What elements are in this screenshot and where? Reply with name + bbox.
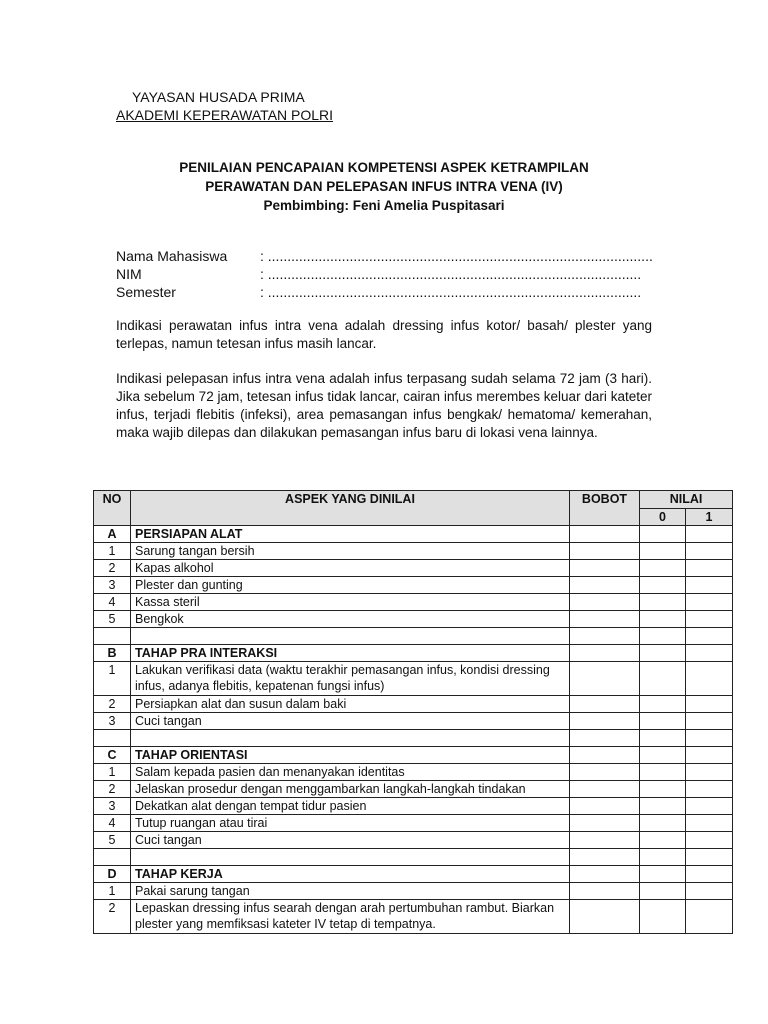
- weight-cell[interactable]: [570, 611, 640, 628]
- score-0-cell[interactable]: [640, 849, 686, 866]
- table-row: [94, 798, 733, 815]
- score-0-cell[interactable]: [640, 645, 686, 662]
- foundation-name: YAYASAN HUSADA PRIMA: [132, 89, 305, 105]
- field-value: : ................................................................................................: [260, 284, 642, 300]
- item-text: Dekatkan alat dengan tempat tidur pasien: [131, 798, 570, 815]
- item-text: Sarung tangan bersih: [131, 543, 570, 560]
- field-semester: [116, 283, 653, 301]
- academy-name: AKADEMI KEPERAWATAN POLRI: [116, 107, 334, 123]
- score-0-cell[interactable]: [640, 594, 686, 611]
- item-no: 1: [94, 764, 131, 781]
- section-title: TAHAP KERJA: [131, 866, 570, 883]
- score-1-cell[interactable]: [686, 849, 733, 866]
- header-score-1: 1: [686, 509, 733, 526]
- item-text: Pakai sarung tangan: [131, 883, 570, 900]
- score-0-cell[interactable]: [640, 798, 686, 815]
- item-text: Persiapkan alat dan susun dalam baki: [131, 696, 570, 713]
- table-row: [94, 764, 733, 781]
- item-no: 1: [94, 543, 131, 560]
- score-1-cell[interactable]: [686, 900, 733, 934]
- field-nim: [116, 265, 653, 283]
- item-no: 3: [94, 577, 131, 594]
- weight-cell[interactable]: [570, 832, 640, 849]
- item-text: Tutup ruangan atau tirai: [131, 815, 570, 832]
- weight-cell[interactable]: [570, 594, 640, 611]
- item-no: 5: [94, 832, 131, 849]
- weight-cell[interactable]: [570, 866, 640, 883]
- score-1-cell[interactable]: [686, 764, 733, 781]
- section-code: B: [94, 645, 131, 662]
- table-row: [94, 696, 733, 713]
- score-0-cell[interactable]: [640, 883, 686, 900]
- weight-cell[interactable]: [570, 883, 640, 900]
- item-text: Cuci tangan: [131, 832, 570, 849]
- table-row: [94, 815, 733, 832]
- field-label: Semester: [116, 284, 176, 300]
- score-0-cell[interactable]: [640, 696, 686, 713]
- item-no: 1: [94, 883, 131, 900]
- score-0-cell[interactable]: [640, 611, 686, 628]
- item-no: 5: [94, 611, 131, 628]
- item-text: Plester dan gunting: [131, 577, 570, 594]
- item-text: Bengkok: [131, 611, 570, 628]
- section-title: TAHAP PRA INTERAKSI: [131, 645, 570, 662]
- weight-cell[interactable]: [570, 662, 640, 696]
- table-row: [94, 900, 733, 934]
- score-0-cell[interactable]: [640, 628, 686, 645]
- table-row: [94, 781, 733, 798]
- section-code: D: [94, 866, 131, 883]
- item-text: Salam kepada pasien dan menanyakan identitas: [131, 764, 570, 781]
- weight-cell[interactable]: [570, 628, 640, 645]
- score-0-cell[interactable]: [640, 662, 686, 696]
- score-1-cell[interactable]: [686, 662, 733, 696]
- blank-row: [94, 730, 733, 747]
- weight-cell[interactable]: [570, 730, 640, 747]
- header-aspect: ASPEK YANG DINILAI: [131, 491, 570, 526]
- weight-cell[interactable]: [570, 764, 640, 781]
- score-0-cell[interactable]: [640, 577, 686, 594]
- score-0-cell[interactable]: [640, 560, 686, 577]
- weight-cell[interactable]: [570, 645, 640, 662]
- header-score: NILAI: [640, 491, 733, 509]
- score-1-cell[interactable]: [686, 628, 733, 645]
- item-text: Kassa steril: [131, 594, 570, 611]
- score-1-cell[interactable]: [686, 832, 733, 849]
- header-score-0: 0: [640, 509, 686, 526]
- score-0-cell[interactable]: [640, 781, 686, 798]
- title-line-2: PERAWATAN DAN PELEPASAN INFUS INTRA VENA (IV): [205, 179, 563, 194]
- item-text: Lepaskan dressing infus searah dengan arah pertumbuhan rambut. Biarkan plester yang memfiksasi kateter IV tetap di tempatnya.: [131, 900, 570, 934]
- score-0-cell[interactable]: [640, 866, 686, 883]
- section-title: PERSIAPAN ALAT: [131, 526, 570, 543]
- item-text: Lakukan verifikasi data (waktu terakhir pemasangan infus, kondisi dressing infus, adanya flebitis, kepatenan fungsi infus): [131, 662, 570, 696]
- weight-cell[interactable]: [570, 849, 640, 866]
- score-1-cell[interactable]: [686, 526, 733, 543]
- score-1-cell[interactable]: [686, 713, 733, 730]
- institution-header: [116, 88, 333, 124]
- score-1-cell[interactable]: [686, 577, 733, 594]
- table-row: [94, 662, 733, 696]
- section-row: [94, 526, 733, 543]
- score-0-cell[interactable]: [640, 730, 686, 747]
- title-line-1: PENILAIAN PENCAPAIAN KOMPETENSI ASPEK KETRAMPILAN: [179, 160, 589, 175]
- section-row: [94, 645, 733, 662]
- section-title: TAHAP ORIENTASI: [131, 747, 570, 764]
- student-fields: [116, 247, 653, 301]
- item-no: 2: [94, 900, 131, 934]
- item-no: 2: [94, 696, 131, 713]
- section-row: [94, 866, 733, 883]
- blank-row: [94, 849, 733, 866]
- score-1-cell[interactable]: [686, 560, 733, 577]
- item-no: 1: [94, 662, 131, 696]
- section-code: A: [94, 526, 131, 543]
- score-0-cell[interactable]: [640, 543, 686, 560]
- assessment-table: [93, 490, 733, 934]
- weight-cell[interactable]: [570, 526, 640, 543]
- section-code: C: [94, 747, 131, 764]
- weight-cell[interactable]: [570, 798, 640, 815]
- item-text: Cuci tangan: [131, 713, 570, 730]
- item-no: 4: [94, 594, 131, 611]
- supervisor-line: Pembimbing: Feni Amelia Puspitasari: [263, 198, 505, 213]
- table-row: [94, 577, 733, 594]
- document-title: [0, 158, 768, 215]
- table-row: [94, 883, 733, 900]
- score-1-cell[interactable]: [686, 798, 733, 815]
- score-1-cell[interactable]: [686, 747, 733, 764]
- score-1-cell[interactable]: [686, 611, 733, 628]
- score-1-cell[interactable]: [686, 645, 733, 662]
- table-row: [94, 594, 733, 611]
- score-0-cell[interactable]: [640, 815, 686, 832]
- table-row: [94, 560, 733, 577]
- score-0-cell[interactable]: [640, 526, 686, 543]
- table-row: [94, 713, 733, 730]
- section-row: [94, 747, 733, 764]
- score-1-cell[interactable]: [686, 815, 733, 832]
- item-no: 2: [94, 560, 131, 577]
- score-1-cell[interactable]: [686, 594, 733, 611]
- item-no: 4: [94, 815, 131, 832]
- item-no: 2: [94, 781, 131, 798]
- table-row: [94, 543, 733, 560]
- weight-cell[interactable]: [570, 900, 640, 934]
- score-0-cell[interactable]: [640, 747, 686, 764]
- header-weight: BOBOT: [570, 491, 640, 526]
- score-1-cell[interactable]: [686, 781, 733, 798]
- item-no: 3: [94, 713, 131, 730]
- table-row: [94, 611, 733, 628]
- score-1-cell[interactable]: [686, 543, 733, 560]
- weight-cell[interactable]: [570, 713, 640, 730]
- weight-cell[interactable]: [570, 560, 640, 577]
- item-text: Jelaskan prosedur dengan menggambarkan langkah-langkah tindakan: [131, 781, 570, 798]
- score-0-cell[interactable]: [640, 900, 686, 934]
- score-1-cell[interactable]: [686, 883, 733, 900]
- weight-cell[interactable]: [570, 815, 640, 832]
- score-0-cell[interactable]: [640, 764, 686, 781]
- score-1-cell[interactable]: [686, 730, 733, 747]
- item-text: Kapas alkohol: [131, 560, 570, 577]
- table-row: [94, 832, 733, 849]
- score-1-cell[interactable]: [686, 696, 733, 713]
- item-no: 3: [94, 798, 131, 815]
- field-student-name: [116, 247, 653, 265]
- header-no: NO: [94, 491, 131, 526]
- weight-cell[interactable]: [570, 543, 640, 560]
- indication-care-paragraph: Indikasi perawatan infus intra vena adalah dressing infus kotor/ basah/ plester yang terlepas, namun tetesan infus masih lancar.: [116, 318, 652, 351]
- weight-cell[interactable]: [570, 696, 640, 713]
- field-value: : ................................................................................................: [260, 266, 642, 282]
- weight-cell[interactable]: [570, 781, 640, 798]
- weight-cell[interactable]: [570, 747, 640, 764]
- blank-row: [94, 628, 733, 645]
- field-value: : ...................................................................................................: [260, 248, 653, 264]
- score-1-cell[interactable]: [686, 866, 733, 883]
- field-label: NIM: [116, 266, 142, 282]
- weight-cell[interactable]: [570, 577, 640, 594]
- score-0-cell[interactable]: [640, 713, 686, 730]
- score-0-cell[interactable]: [640, 832, 686, 849]
- field-label: Nama Mahasiswa: [116, 248, 228, 264]
- indication-removal-paragraph: Indikasi pelepasan infus intra vena adalah infus terpasang sudah selama 72 jam (3 hari). Jika sebelum 72 jam, tetesan infus tidak lancar, cairan infus merembes keluar dari kateter infus, terjadi flebitis (infeksi), area pemasangan infus bengkak/ hematoma/ kemerahan, maka wajib dilepas dan dilakukan pemasangan infus baru di lokasi vena lainnya.: [116, 371, 652, 440]
